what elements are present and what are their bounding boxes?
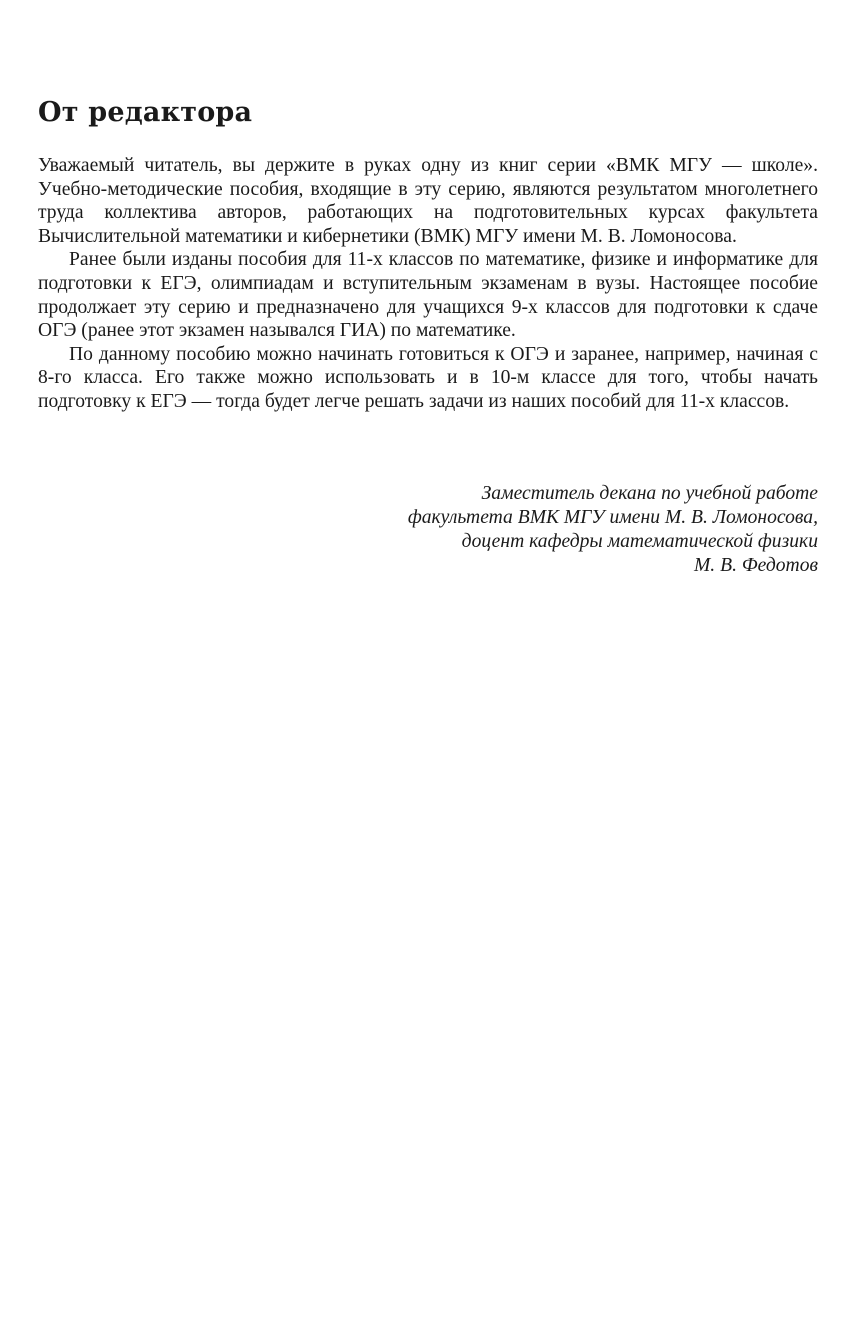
paragraph-2: Ранее были изданы пособия для 11-х классов по математике, физике и информатике для подготовки к ЕГЭ, олимпиадам и вступительным экзаменам в вузы. Настоящее пособие продолжает эту серию и предназначено для учащихся 9-х классов для подготовки к сдаче ОГЭ (ранее этот экзамен назывался ГИА) по математике. bbox=[38, 249, 818, 342]
signature-name: М. В. Федотов bbox=[693, 554, 818, 576]
document-page bbox=[38, 94, 818, 578]
signature-department: доцент кафедры математической физики bbox=[461, 530, 818, 552]
page-title: От редактора bbox=[38, 97, 253, 128]
signature-block bbox=[38, 482, 818, 578]
paragraph-3: По данному пособию можно начинать готовиться к ОГЭ и заранее, например, начиная с 8-го класса. Его также можно использовать и в 10-м классе для того, чтобы начать подготовку к ЕГЭ — тогда будет легче решать задачи из наших пособий для 11-х классов. bbox=[38, 343, 818, 412]
signature-position: Заместитель декана по учебной работе bbox=[481, 482, 818, 504]
body-text bbox=[38, 154, 818, 414]
signature-faculty: факультета ВМК МГУ имени М. В. Ломоносова, bbox=[407, 506, 818, 528]
paragraph-1: Уважаемый читатель, вы держите в руках одну из книг серии «ВМК МГУ — школе». Учебно-методические пособия, входящие в эту серию, являются результатом многолетнего труда коллектива авторов, работающих на подготовительных курсах факультета Вычислительной математики и кибернетики (ВМК) МГУ имени М. В. Ломоносова. bbox=[38, 155, 818, 247]
